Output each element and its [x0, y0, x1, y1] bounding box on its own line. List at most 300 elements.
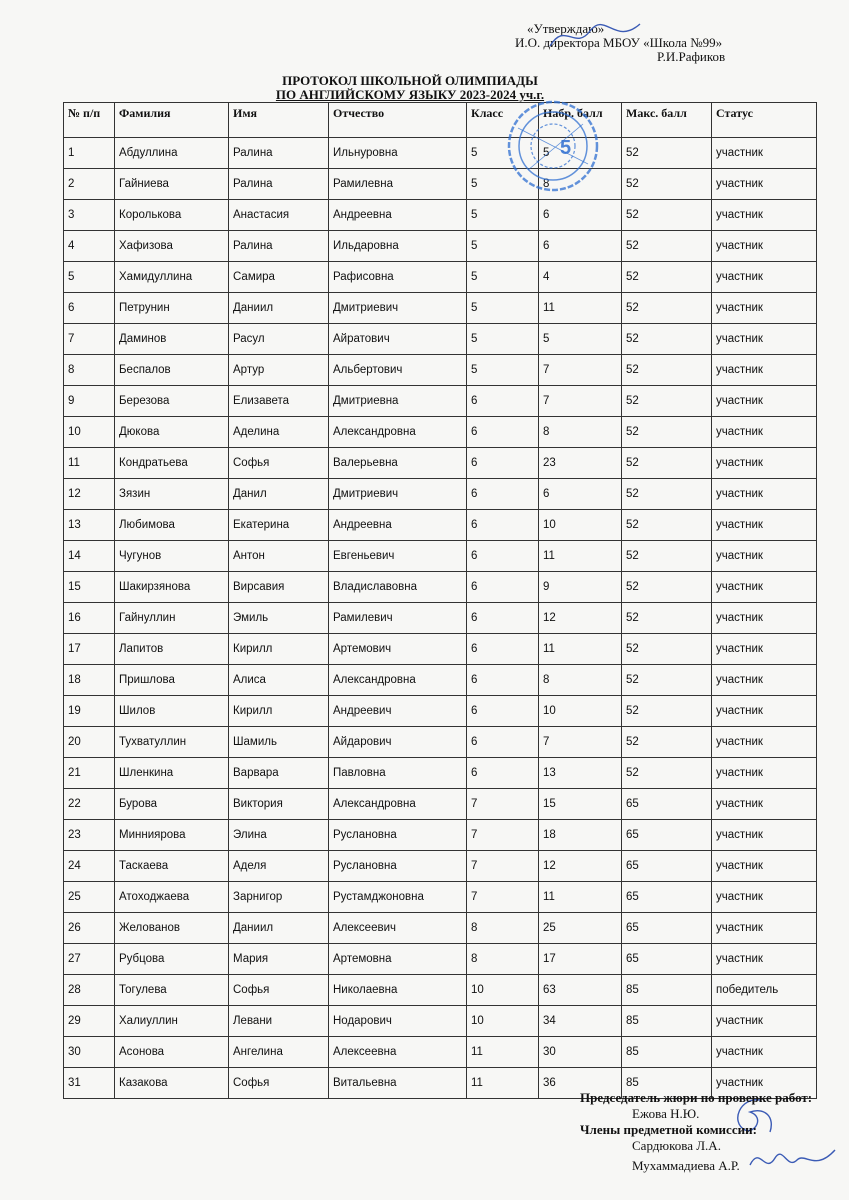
cell-patronymic: Айратович: [329, 324, 467, 355]
cell-number: 27: [64, 944, 115, 975]
cell-status: участник: [712, 262, 817, 293]
footer-signatures: [580, 1090, 845, 1174]
cell-status: участник: [712, 882, 817, 913]
table-row: [64, 789, 817, 820]
title-line-1: ПРОТОКОЛ ШКОЛЬНОЙ ОЛИМПИАДЫ: [282, 73, 538, 88]
cell-name: Антон: [229, 541, 329, 572]
cell-surname: Казакова: [115, 1068, 229, 1099]
cell-max-score: 85: [622, 1006, 712, 1037]
cell-max-score: 65: [622, 820, 712, 851]
cell-patronymic: Алексеевна: [329, 1037, 467, 1068]
cell-surname: Шилов: [115, 696, 229, 727]
cell-patronymic: Ильдаровна: [329, 231, 467, 262]
cell-number: 2: [64, 169, 115, 200]
cell-max-score: 52: [622, 169, 712, 200]
cell-surname: Пришлова: [115, 665, 229, 696]
cell-name: Эмиль: [229, 603, 329, 634]
cell-surname: Хамидуллина: [115, 262, 229, 293]
cell-score: 5: [539, 138, 622, 169]
header-patronymic: Отчество: [329, 103, 467, 138]
cell-patronymic: Дмитриевна: [329, 386, 467, 417]
cell-max-score: 65: [622, 851, 712, 882]
table-row: [64, 1037, 817, 1068]
cell-max-score: 52: [622, 355, 712, 386]
cell-max-score: 65: [622, 944, 712, 975]
cell-name: Софья: [229, 975, 329, 1006]
cell-max-score: 52: [622, 603, 712, 634]
cell-name: Алиса: [229, 665, 329, 696]
header-max-score: Макс. балл: [622, 103, 712, 138]
cell-surname: Шакирзянова: [115, 572, 229, 603]
cell-score: 11: [539, 293, 622, 324]
cell-score: 7: [539, 727, 622, 758]
cell-patronymic: Альбертович: [329, 355, 467, 386]
member-1-name: Сардюкова Л.А.: [632, 1138, 721, 1153]
cell-status: участник: [712, 851, 817, 882]
cell-class: 6: [467, 603, 539, 634]
cell-class: 5: [467, 169, 539, 200]
cell-name: Аделина: [229, 417, 329, 448]
cell-patronymic: Николаевна: [329, 975, 467, 1006]
cell-number: 20: [64, 727, 115, 758]
cell-surname: Королькова: [115, 200, 229, 231]
cell-surname: Хафизова: [115, 231, 229, 262]
cell-surname: Рубцова: [115, 944, 229, 975]
cell-class: 6: [467, 758, 539, 789]
cell-status: участник: [712, 820, 817, 851]
cell-score: 5: [539, 324, 622, 355]
cell-status: победитель: [712, 975, 817, 1006]
cell-name: Расул: [229, 324, 329, 355]
cell-score: 12: [539, 603, 622, 634]
cell-max-score: 65: [622, 913, 712, 944]
cell-name: Виктория: [229, 789, 329, 820]
cell-status: участник: [712, 138, 817, 169]
cell-score: 34: [539, 1006, 622, 1037]
cell-max-score: 52: [622, 448, 712, 479]
table-row: [64, 820, 817, 851]
svg-text:5: 5: [560, 137, 572, 159]
cell-patronymic: Евгеньевич: [329, 541, 467, 572]
cell-status: участник: [712, 200, 817, 231]
cell-patronymic: Дмитриевич: [329, 479, 467, 510]
table-row: [64, 758, 817, 789]
cell-max-score: 52: [622, 479, 712, 510]
cell-status: участник: [712, 603, 817, 634]
cell-class: 8: [467, 944, 539, 975]
cell-score: 10: [539, 696, 622, 727]
cell-status: участник: [712, 1068, 817, 1099]
cell-status: участник: [712, 789, 817, 820]
header-status: Статус: [712, 103, 817, 138]
cell-patronymic: Дмитриевич: [329, 293, 467, 324]
cell-surname: Абдуллина: [115, 138, 229, 169]
cell-number: 9: [64, 386, 115, 417]
cell-max-score: 52: [622, 665, 712, 696]
cell-patronymic: Андреевна: [329, 200, 467, 231]
cell-number: 31: [64, 1068, 115, 1099]
cell-score: 10: [539, 510, 622, 541]
cell-surname: Гайниева: [115, 169, 229, 200]
table-row: [64, 541, 817, 572]
cell-score: 30: [539, 1037, 622, 1068]
header-number: № п/п: [64, 103, 115, 138]
cell-surname: Тухватуллин: [115, 727, 229, 758]
cell-number: 23: [64, 820, 115, 851]
table-row: [64, 851, 817, 882]
cell-name: Данил: [229, 479, 329, 510]
cell-number: 10: [64, 417, 115, 448]
cell-patronymic: Павловна: [329, 758, 467, 789]
cell-score: 63: [539, 975, 622, 1006]
table-row: [64, 603, 817, 634]
cell-class: 6: [467, 665, 539, 696]
cell-max-score: 65: [622, 882, 712, 913]
cell-score: 7: [539, 386, 622, 417]
cell-max-score: 65: [622, 789, 712, 820]
table-row: [64, 665, 817, 696]
cell-class: 5: [467, 200, 539, 231]
cell-class: 5: [467, 355, 539, 386]
cell-number: 16: [64, 603, 115, 634]
cell-score: 9: [539, 572, 622, 603]
cell-name: Кирилл: [229, 696, 329, 727]
table-row: [64, 386, 817, 417]
table-row: [64, 1006, 817, 1037]
cell-status: участник: [712, 944, 817, 975]
cell-status: участник: [712, 169, 817, 200]
cell-surname: Бурова: [115, 789, 229, 820]
cell-score: 17: [539, 944, 622, 975]
cell-name: Мария: [229, 944, 329, 975]
cell-max-score: 52: [622, 727, 712, 758]
table-row: [64, 479, 817, 510]
table-row: [64, 231, 817, 262]
cell-number: 8: [64, 355, 115, 386]
cell-max-score: 85: [622, 1068, 712, 1099]
table-row: [64, 510, 817, 541]
cell-number: 30: [64, 1037, 115, 1068]
cell-status: участник: [712, 324, 817, 355]
cell-number: 21: [64, 758, 115, 789]
cell-class: 7: [467, 820, 539, 851]
cell-class: 7: [467, 789, 539, 820]
cell-status: участник: [712, 448, 817, 479]
cell-surname: Шленкина: [115, 758, 229, 789]
cell-status: участник: [712, 417, 817, 448]
cell-status: участник: [712, 1006, 817, 1037]
cell-score: 6: [539, 200, 622, 231]
table-row: [64, 200, 817, 231]
cell-class: 6: [467, 541, 539, 572]
cell-name: Артур: [229, 355, 329, 386]
approval-block: [515, 22, 815, 64]
cell-patronymic: Алексеевич: [329, 913, 467, 944]
cell-class: 11: [467, 1037, 539, 1068]
cell-patronymic: Владиславовна: [329, 572, 467, 603]
table-row: [64, 696, 817, 727]
cell-status: участник: [712, 634, 817, 665]
cell-max-score: 52: [622, 386, 712, 417]
cell-score: 18: [539, 820, 622, 851]
cell-max-score: 52: [622, 293, 712, 324]
cell-surname: Любимова: [115, 510, 229, 541]
cell-max-score: 52: [622, 138, 712, 169]
cell-number: 28: [64, 975, 115, 1006]
cell-number: 11: [64, 448, 115, 479]
cell-status: участник: [712, 386, 817, 417]
cell-name: Софья: [229, 448, 329, 479]
cell-name: Самира: [229, 262, 329, 293]
cell-name: Елизавета: [229, 386, 329, 417]
cell-max-score: 52: [622, 696, 712, 727]
cell-number: 17: [64, 634, 115, 665]
cell-name: Екатерина: [229, 510, 329, 541]
cell-name: Кирилл: [229, 634, 329, 665]
cell-status: участник: [712, 913, 817, 944]
member-2-name: Мухаммадиева А.Р.: [632, 1158, 740, 1173]
cell-name: Левани: [229, 1006, 329, 1037]
cell-class: 5: [467, 138, 539, 169]
header-name: Имя: [229, 103, 329, 138]
cell-name: Анастасия: [229, 200, 329, 231]
cell-surname: Дюкова: [115, 417, 229, 448]
cell-status: участник: [712, 510, 817, 541]
cell-number: 5: [64, 262, 115, 293]
cell-patronymic: Рустамджоновна: [329, 882, 467, 913]
table-row: [64, 324, 817, 355]
cell-number: 22: [64, 789, 115, 820]
cell-name: Ангелина: [229, 1037, 329, 1068]
cell-surname: Желованов: [115, 913, 229, 944]
table-row: [64, 975, 817, 1006]
cell-class: 6: [467, 727, 539, 758]
cell-patronymic: Руслановна: [329, 851, 467, 882]
cell-class: 5: [467, 262, 539, 293]
cell-class: 6: [467, 448, 539, 479]
cell-class: 5: [467, 324, 539, 355]
cell-number: 19: [64, 696, 115, 727]
cell-name: Даниил: [229, 913, 329, 944]
cell-patronymic: Руслановна: [329, 820, 467, 851]
table-row: [64, 293, 817, 324]
cell-max-score: 52: [622, 262, 712, 293]
table-row: [64, 572, 817, 603]
cell-status: участник: [712, 479, 817, 510]
table-row: [64, 634, 817, 665]
cell-name: Шамиль: [229, 727, 329, 758]
cell-score: 8: [539, 169, 622, 200]
table-row: [64, 138, 817, 169]
cell-status: участник: [712, 572, 817, 603]
cell-patronymic: Рамилевич: [329, 603, 467, 634]
approval-line-2: И.О. директора МБОУ «Школа №99»: [515, 35, 723, 50]
cell-number: 14: [64, 541, 115, 572]
cell-score: 11: [539, 541, 622, 572]
cell-surname: Петрунин: [115, 293, 229, 324]
cell-patronymic: Ильнуровна: [329, 138, 467, 169]
cell-name: Ралина: [229, 169, 329, 200]
cell-name: Вирсавия: [229, 572, 329, 603]
table-row: [64, 882, 817, 913]
table-row: [64, 913, 817, 944]
results-table: [63, 102, 817, 1099]
cell-class: 5: [467, 231, 539, 262]
table-row: [64, 355, 817, 386]
approval-line-1: «Утверждаю»: [527, 21, 605, 36]
cell-patronymic: Рамилевна: [329, 169, 467, 200]
cell-class: 6: [467, 634, 539, 665]
members-label: Члены предметной комиссии:: [580, 1122, 757, 1137]
cell-name: Элина: [229, 820, 329, 851]
cell-class: 10: [467, 1006, 539, 1037]
cell-status: участник: [712, 758, 817, 789]
cell-score: 13: [539, 758, 622, 789]
cell-status: участник: [712, 696, 817, 727]
cell-surname: Халиуллин: [115, 1006, 229, 1037]
chair-label: Председатель жюри по проверке работ:: [580, 1090, 813, 1105]
cell-max-score: 52: [622, 200, 712, 231]
cell-max-score: 52: [622, 541, 712, 572]
cell-number: 1: [64, 138, 115, 169]
cell-surname: Зязин: [115, 479, 229, 510]
cell-name: Ралина: [229, 138, 329, 169]
cell-status: участник: [712, 727, 817, 758]
cell-number: 7: [64, 324, 115, 355]
cell-patronymic: Александровна: [329, 789, 467, 820]
cell-patronymic: Артемович: [329, 634, 467, 665]
cell-score: 15: [539, 789, 622, 820]
cell-surname: Кондратьева: [115, 448, 229, 479]
cell-surname: Минниярова: [115, 820, 229, 851]
cell-class: 5: [467, 293, 539, 324]
cell-name: Даниил: [229, 293, 329, 324]
cell-max-score: 52: [622, 634, 712, 665]
cell-score: 11: [539, 634, 622, 665]
cell-name: Аделя: [229, 851, 329, 882]
cell-number: 3: [64, 200, 115, 231]
cell-number: 25: [64, 882, 115, 913]
cell-number: 6: [64, 293, 115, 324]
cell-max-score: 52: [622, 758, 712, 789]
cell-patronymic: Андреевич: [329, 696, 467, 727]
approval-line-3: Р.И.Рафиков: [657, 49, 726, 64]
cell-class: 11: [467, 1068, 539, 1099]
cell-surname: Асонова: [115, 1037, 229, 1068]
cell-max-score: 85: [622, 975, 712, 1006]
table-row: [64, 169, 817, 200]
table-body: [64, 138, 817, 1099]
cell-max-score: 52: [622, 572, 712, 603]
cell-status: участник: [712, 1037, 817, 1068]
cell-name: Софья: [229, 1068, 329, 1099]
cell-number: 12: [64, 479, 115, 510]
cell-score: 6: [539, 479, 622, 510]
document-title: [200, 74, 620, 102]
cell-status: участник: [712, 541, 817, 572]
cell-surname: Таскаева: [115, 851, 229, 882]
cell-surname: Чугунов: [115, 541, 229, 572]
cell-number: 18: [64, 665, 115, 696]
cell-patronymic: Артемовна: [329, 944, 467, 975]
cell-status: участник: [712, 231, 817, 262]
cell-name: Ралина: [229, 231, 329, 262]
cell-score: 11: [539, 882, 622, 913]
cell-class: 6: [467, 510, 539, 541]
header-class: Класс: [467, 103, 539, 138]
cell-class: 6: [467, 479, 539, 510]
cell-score: 8: [539, 417, 622, 448]
table-row: [64, 727, 817, 758]
header-surname: Фамилия: [115, 103, 229, 138]
cell-name: Зарнигор: [229, 882, 329, 913]
cell-patronymic: Витальевна: [329, 1068, 467, 1099]
title-line-2: ПО АНГЛИЙСКОМУ ЯЗЫКУ 2023-2024 уч.г.: [275, 87, 545, 102]
cell-number: 29: [64, 1006, 115, 1037]
cell-patronymic: Айдарович: [329, 727, 467, 758]
cell-surname: Атоходжаева: [115, 882, 229, 913]
cell-max-score: 85: [622, 1037, 712, 1068]
cell-name: Варвара: [229, 758, 329, 789]
cell-patronymic: Александровна: [329, 665, 467, 696]
cell-max-score: 52: [622, 324, 712, 355]
cell-class: 10: [467, 975, 539, 1006]
cell-number: 15: [64, 572, 115, 603]
cell-class: 8: [467, 913, 539, 944]
cell-surname: Даминов: [115, 324, 229, 355]
cell-max-score: 52: [622, 417, 712, 448]
cell-surname: Гайнуллин: [115, 603, 229, 634]
cell-score: 7: [539, 355, 622, 386]
cell-class: 6: [467, 696, 539, 727]
cell-status: участник: [712, 293, 817, 324]
cell-class: 6: [467, 572, 539, 603]
cell-status: участник: [712, 665, 817, 696]
cell-patronymic: Андреевна: [329, 510, 467, 541]
cell-class: 6: [467, 417, 539, 448]
cell-max-score: 52: [622, 510, 712, 541]
cell-class: 6: [467, 386, 539, 417]
cell-surname: Беспалов: [115, 355, 229, 386]
table-row: [64, 944, 817, 975]
cell-number: 4: [64, 231, 115, 262]
cell-number: 26: [64, 913, 115, 944]
table-header-row: [64, 103, 817, 138]
cell-patronymic: Нодарович: [329, 1006, 467, 1037]
cell-number: 24: [64, 851, 115, 882]
cell-score: 8: [539, 665, 622, 696]
cell-score: 4: [539, 262, 622, 293]
table-row: [64, 448, 817, 479]
cell-max-score: 52: [622, 231, 712, 262]
cell-patronymic: Александровна: [329, 417, 467, 448]
cell-class: 7: [467, 851, 539, 882]
cell-class: 7: [467, 882, 539, 913]
cell-surname: Тогулева: [115, 975, 229, 1006]
table-row: [64, 262, 817, 293]
cell-surname: Березова: [115, 386, 229, 417]
chair-name: Ежова Н.Ю.: [632, 1106, 700, 1121]
cell-surname: Лапитов: [115, 634, 229, 665]
header-score: Набр. балл: [539, 103, 622, 138]
cell-status: участник: [712, 355, 817, 386]
cell-score: 25: [539, 913, 622, 944]
cell-score: 12: [539, 851, 622, 882]
cell-score: 36: [539, 1068, 622, 1099]
cell-patronymic: Валерьевна: [329, 448, 467, 479]
table-row: [64, 417, 817, 448]
cell-score: 23: [539, 448, 622, 479]
